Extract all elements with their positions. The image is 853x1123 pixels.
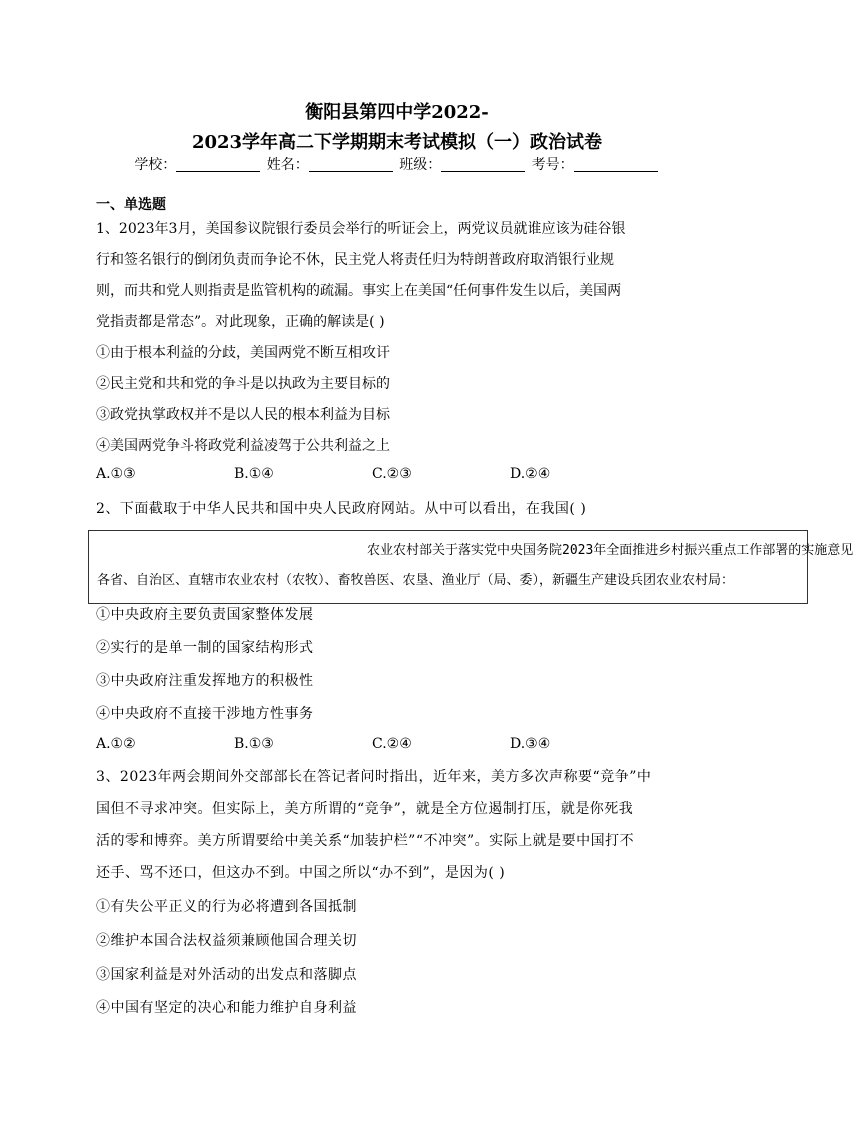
school-label: 学校： [134,157,177,173]
q1-item: ②民主党和共和党的争斗是以执政为主要目标的 [96,376,390,392]
q1-item: ③政党执掌政权并不是以人民的根本利益为目标 [96,407,390,423]
class-label: 班级： [399,157,442,173]
class-field[interactable] [441,157,525,172]
q2-option-d[interactable]: D.③④ [510,736,551,752]
q2-item: ③中央政府注重发挥地方的积极性 [96,673,314,689]
gov-excerpt-title: 农业农村部关于落实党中央国务院2023年全面推进乡村振兴重点工作部署的实施意见 [367,543,853,558]
q1-stem-line: 党指责都是常态”。对此现象，正确的解读是( ) [96,314,385,330]
name-label: 姓名： [266,157,309,173]
gov-excerpt-recipients: 各省、自治区、直辖市农业农村（农牧）、畜牧兽医、农垦、渔业厅（局、委），新疆生产建设兵团农业农村局： [97,573,735,588]
q3-item: ④中国有坚定的决心和能力维护自身利益 [96,1000,357,1016]
exam-title-line2: 2023学年高二下学期期末考试模拟（一）政治试卷 [191,132,603,153]
q1-option-a[interactable]: A.①③ [96,466,136,482]
q1-options [96,466,656,486]
q1-item: ①由于根本利益的分歧，美国两党不断互相攻讦 [96,345,390,361]
student-info-row [0,154,794,174]
section-title: 一、单选题 [96,197,166,213]
q1-item: ④美国两党争斗将政党利益凌驾于公共利益之上 [96,438,390,454]
q2-stem: 2、下面截取于中华人民共和国中央人民政府网站。从中可以看出，在我国( ) [96,501,587,517]
gov-website-excerpt [88,530,853,604]
q2-options [96,736,656,756]
q2-item: ④中央政府不直接干涉地方性事务 [96,706,314,722]
q1-stem-line: 1、2023年3月，美国参议院银行委员会举行的听证会上，两党议员就谁应该为硅谷银 [96,221,626,237]
q3-stem-line: 3、2023年两会期间外交部部长在答记者问时指出，近年来，美方多次声称要“竞争”中 [96,769,652,785]
q2-item: ②实行的是单一制的国家结构形式 [96,640,314,656]
q2-item: ①中央政府主要负责国家整体发展 [96,607,314,623]
q3-stem-line: 还手、骂不还口，但这办不到。中国之所以“办不到”，是因为( ) [96,865,506,881]
q3-item: ③国家利益是对外活动的出发点和落脚点 [96,967,357,983]
q3-item: ②维护本国合法权益须兼顾他国合理关切 [96,933,357,949]
school-field[interactable] [176,157,260,172]
q3-stem-line: 活的零和博弈。美方所谓要给中美关系“加装护栏”“不冲突”。实际上就是要中国打不 [96,833,635,849]
q1-stem-line: 行和签名银行的倒闭负责而争论不休，民主党人将责任归为特朗普政府取消银行业规 [96,252,614,268]
exam-number-label: 考号： [531,157,574,173]
exam-title-line1: 衡阳县第四中学2022- [305,102,489,123]
q2-option-c[interactable]: C.②④ [372,736,412,752]
q1-stem-line: 则，而共和党人则指责是监管机构的疏漏。事实上在美国“任何事件发生以后，美国两 [96,283,622,299]
q3-stem-line: 国但不寻求冲突。但实际上，美方所谓的“竞争”，就是全方位遏制打压，就是你死我 [96,801,634,817]
q1-option-d[interactable]: D.②④ [510,466,551,482]
name-field[interactable] [309,157,393,172]
q1-option-b[interactable]: B.①④ [234,466,274,482]
exam-number-field[interactable] [574,157,658,172]
q1-option-c[interactable]: C.②③ [372,466,412,482]
q2-option-a[interactable]: A.①② [96,736,136,752]
q2-option-b[interactable]: B.①③ [234,736,274,752]
q3-item: ①有失公平正义的行为必将遭到各国抵制 [96,899,357,915]
